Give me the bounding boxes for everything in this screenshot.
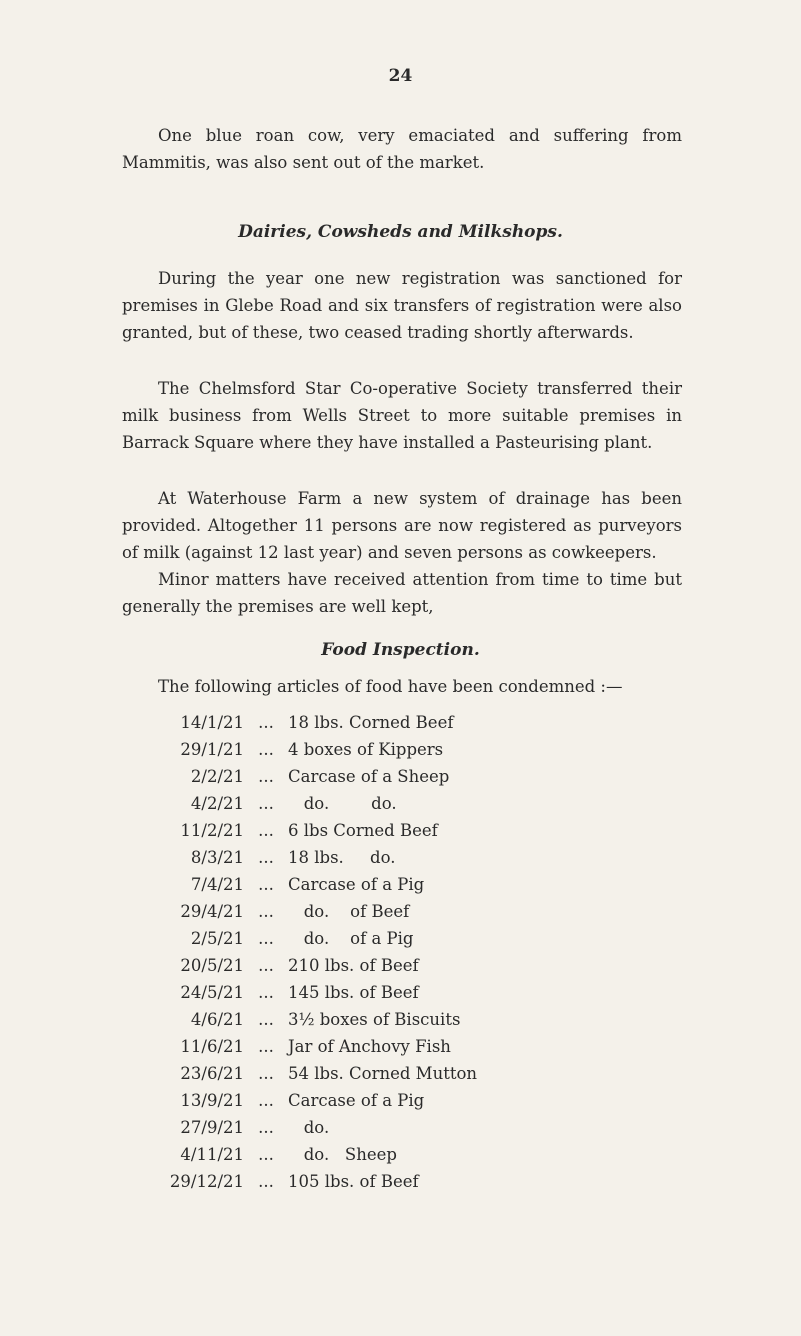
condemned-date: 4/6/21 (190, 1010, 244, 1029)
condemned-date: 14/1/21 (180, 713, 244, 732)
table-row (122, 898, 477, 925)
leader-dots: ... (258, 1118, 274, 1137)
table-row (122, 736, 477, 763)
condemned-date: 2/5/21 (190, 929, 244, 948)
page-number: 24 (388, 66, 413, 86)
table-row (122, 871, 477, 898)
condemned-date: 29/1/21 (180, 740, 244, 759)
condemned-item: do. of a Pig (288, 929, 414, 948)
leader-dots: ... (258, 902, 274, 921)
leader-dots: ... (258, 740, 274, 759)
leader-dots: ... (258, 1037, 274, 1056)
condemned-item: 105 lbs. of Beef (288, 1172, 419, 1191)
table-row (122, 1168, 477, 1195)
table-row (122, 1060, 477, 1087)
leader-dots: ... (258, 1172, 274, 1191)
condemned-item: do. (288, 1118, 330, 1137)
table-row (122, 844, 477, 871)
table-row (122, 790, 477, 817)
dairies-paragraph-1: During the year one new registration was sanctioned for premises in Glebe Road and six transfers of registration were also granted, but of these, two ceased trading shortly afterwards. (122, 269, 682, 342)
condemned-item: Carcase of a Sheep (288, 767, 450, 786)
food-inspection-heading: Food Inspection. (321, 640, 480, 660)
dairies-paragraph-3: At Waterhouse Farm a new system of drainage has been provided. Altogether 11 persons are now registered as purveyors of milk (against 12 last year) and seven persons as cowkeepers. (122, 489, 682, 562)
condemned-date: 23/6/21 (180, 1064, 244, 1083)
condemned-date: 11/2/21 (180, 821, 244, 840)
condemned-date: 7/4/21 (190, 875, 244, 894)
intro-paragraph: One blue roan cow, very emaciated and suffering from Mammitis, was also sent out of the market. (122, 126, 682, 172)
table-row (122, 1114, 477, 1141)
condemned-item: 3½ boxes of Biscuits (288, 1010, 461, 1029)
leader-dots: ... (258, 1091, 274, 1110)
leader-dots: ... (258, 956, 274, 975)
condemned-item: Carcase of a Pig (288, 1091, 425, 1110)
leader-dots: ... (258, 767, 274, 786)
condemned-date: 29/12/21 (169, 1172, 244, 1191)
condemned-item: 210 lbs. of Beef (288, 956, 419, 975)
condemned-item: 18 lbs. do. (288, 848, 396, 867)
table-row (122, 763, 477, 790)
leader-dots: ... (258, 983, 274, 1002)
condemned-item: 6 lbs Corned Beef (288, 821, 438, 840)
condemned-date: 8/3/21 (190, 848, 244, 867)
condemned-item: do. of Beef (288, 902, 410, 921)
condemned-item: do. do. (288, 794, 397, 813)
condemned-item: 54 lbs. Corned Mutton (288, 1064, 478, 1083)
table-row (122, 1141, 477, 1168)
leader-dots: ... (258, 1010, 274, 1029)
leader-dots: ... (258, 713, 274, 732)
condemned-date: 20/5/21 (180, 956, 244, 975)
dairies-heading: Dairies, Cowsheds and Milkshops. (238, 222, 563, 242)
table-row (122, 952, 477, 979)
leader-dots: ... (258, 821, 274, 840)
food-inspection-intro: The following articles of food have been condemned :— (158, 677, 623, 696)
condemned-item: do. Sheep (288, 1145, 397, 1164)
condemned-item: Jar of Anchovy Fish (288, 1037, 451, 1056)
table-row (122, 1033, 477, 1060)
leader-dots: ... (258, 1145, 274, 1164)
leader-dots: ... (258, 848, 274, 867)
condemned-date: 24/5/21 (180, 983, 244, 1002)
condemned-date: 13/9/21 (180, 1091, 244, 1110)
table-row (122, 1006, 477, 1033)
table-row (122, 925, 477, 952)
condemned-item: 145 lbs. of Beef (288, 983, 419, 1002)
condemned-date: 29/4/21 (180, 902, 244, 921)
condemned-date: 2/2/21 (190, 767, 244, 786)
condemned-date: 4/2/21 (190, 794, 244, 813)
condemned-date: 4/11/21 (180, 1145, 244, 1164)
dairies-paragraph-2: The Chelmsford Star Co-operative Society transferred their milk business from Wells Street to more suitable premises in Barrack Square where they have installed a Pasteurising plant. (122, 379, 682, 452)
table-row (122, 817, 477, 844)
table-row (122, 979, 477, 1006)
leader-dots: ... (258, 1064, 274, 1083)
condemned-item: Carcase of a Pig (288, 875, 425, 894)
leader-dots: ... (258, 794, 274, 813)
table-row (122, 1087, 477, 1114)
leader-dots: ... (258, 875, 274, 894)
condemned-date: 11/6/21 (180, 1037, 244, 1056)
condemned-food-table (122, 709, 477, 1195)
condemned-date: 27/9/21 (180, 1118, 244, 1137)
condemned-item: 4 boxes of Kippers (288, 740, 444, 759)
table-row (122, 709, 477, 736)
leader-dots: ... (258, 929, 274, 948)
condemned-item: 18 lbs. Corned Beef (288, 713, 454, 732)
dairies-paragraph-4: Minor matters have received attention from time to time but generally the premises are well kept, (122, 570, 682, 616)
